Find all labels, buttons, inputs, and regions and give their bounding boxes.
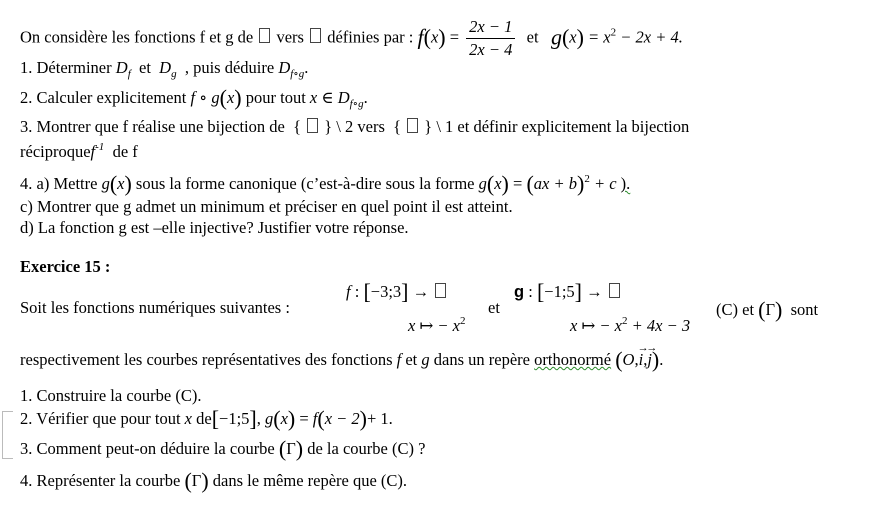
q1-text: 1. Déterminer (20, 58, 112, 77)
question-1: 1. Déterminer $D_f$ et $D_g$ , puis déduire $D_{f\circ g}$. (20, 58, 309, 80)
question-4d: d) La fonction g est –elle injective? Justifier votre réponse. (20, 218, 409, 237)
g-mapping: x ↦ − x (570, 316, 622, 335)
q2-text: 2. Calculer explicitement (20, 88, 187, 107)
g-symbol: g (264, 409, 274, 428)
f-symbol: f (90, 142, 96, 161)
domain-symbol: D (115, 58, 128, 77)
missing-glyph-icon (407, 118, 418, 133)
gamma-symbol: Γ (765, 300, 776, 319)
arrow: → (586, 282, 603, 301)
exponent: 2 (459, 315, 466, 327)
g-symbol: g (478, 174, 487, 193)
part-4: 4. Représenter la courbe (Γ) dans le même repère que (C). (20, 468, 408, 493)
curves-text: (C) et (Γ) sont (716, 297, 819, 322)
exponent: 2 (621, 315, 628, 327)
inverse-exponent: -1 (95, 141, 105, 153)
gamma-symbol: Γ (191, 471, 202, 490)
x-symbol: x (226, 88, 235, 107)
p4-text: 4. Représenter la courbe (20, 471, 181, 490)
f-fraction (466, 17, 515, 60)
g-symbol: g (550, 24, 562, 50)
g-expression-a: = x (588, 27, 611, 47)
question-3-cont (20, 137, 138, 162)
respectively-line: respectivement les courbes représentatives des fonctions f et g dans un repère orthonormé (O,→ i,→ j). (20, 350, 663, 370)
orthonorme-text: orthonormé (534, 350, 612, 369)
missing-glyph-icon (435, 283, 446, 298)
p4-text-b: dans le même repère que (C). (212, 471, 408, 490)
p3-text: 3. Comment peut-on déduire la courbe (20, 439, 275, 458)
vector-i: → i (639, 350, 644, 370)
g-symbol: g (514, 283, 525, 301)
x-symbol: x (569, 27, 577, 47)
close-paren-text: ). (620, 174, 631, 193)
q2-text-c: pour tout (245, 88, 306, 107)
g-definition: g : [−1;5] → x ↦ − $x^2 + 4x - 3$ (514, 279, 691, 335)
vers-text: vers (276, 27, 304, 47)
intro-line: On considère les fonctions f et g de vers définies par : f(x) = $\frac{2x - 1}{2x - 4}$ et $g(x) = x^2 - 2x + 4$. (20, 17, 683, 59)
resp-text-b: dans un repère (433, 350, 530, 369)
q1-text-b: , puis déduire (184, 58, 275, 77)
missing-glyph-icon (609, 283, 620, 298)
g-symbol: g (101, 174, 110, 193)
q3b-text: réciproque (20, 142, 91, 161)
de-text: de (196, 409, 212, 428)
subscript-fog: f∘g (349, 98, 364, 110)
f-symbol: f (312, 409, 318, 428)
p2-tail: + 1. (367, 409, 393, 428)
subscript-g: g (171, 68, 177, 80)
question-4a: 4. a) Mettre g(x) sous la forme canonique (c’est-à-dire sous la forme g(x) = (ax + b)$^2$ + c ). (20, 171, 631, 196)
question-4c: c) Montrer que g admet un minimum et préciser en quel point il est atteint. (20, 197, 513, 216)
gamma-symbol: Γ (286, 439, 296, 458)
missing-glyph-icon (307, 118, 318, 133)
curve-c: (C) et (716, 300, 755, 319)
exponent: 2 (584, 173, 590, 185)
missing-glyph-icon (310, 28, 321, 43)
f-mapping: x ↦ − x (408, 316, 460, 335)
f-definition: f : [−3;3] → x ↦ − $x^2$ (346, 279, 466, 335)
g-mapping-rest: + 4x − 3 (631, 316, 691, 335)
f-symbol: f (417, 24, 424, 50)
g-expression-b: − 2x + 4. (620, 27, 683, 47)
shift-expr: x − 2 (324, 409, 360, 428)
x-symbol: x (184, 409, 192, 428)
q3b-text-b: de f (112, 142, 138, 161)
fraction-numerator: 2x − 1 (466, 17, 515, 39)
p3-text-b: de la courbe (C) ? (307, 439, 426, 458)
domain-symbol: D (159, 58, 172, 77)
exponent: 2 (610, 26, 617, 39)
interval: −1;5 (219, 409, 250, 428)
equals: = (513, 174, 527, 193)
g-symbol: g (421, 350, 430, 369)
f-domain: −3;3 (370, 282, 402, 301)
q2-domain: x ∈ D (309, 88, 350, 107)
part-3: 3. Comment peut-on déduire la courbe (Γ) de la courbe (C) ? (20, 436, 426, 461)
part-1: 1. Construire la courbe (C). (20, 386, 202, 405)
canonical-term: ax + b (533, 174, 577, 193)
subscript-f: f (127, 68, 131, 80)
et-text: et (526, 27, 539, 47)
et-text: et (139, 58, 151, 77)
x-symbol: x (117, 174, 125, 193)
origin-symbol: O (622, 350, 635, 369)
f-symbol: f (396, 350, 402, 369)
q3-text: 3. Montrer que f réalise une bijection de (20, 117, 285, 136)
definies-text: définies par : (327, 27, 414, 47)
missing-glyph-icon (259, 28, 270, 43)
arrow: → (412, 282, 430, 301)
q4a-text: 4. a) Mettre (20, 174, 98, 193)
q3-text-c: \ 1 et définir explicitement la bijection (436, 117, 690, 136)
vector-j: → j (647, 350, 652, 370)
question-2: 2. Calculer explicitement f ∘ g(x) pour tout x ∈ $D_{f\circ g}$. (20, 85, 368, 110)
x-symbol: x (494, 174, 502, 193)
composition-symbol: f ∘ g (190, 88, 220, 107)
resp-text: respectivement les courbes représentatives des fonctions (20, 350, 393, 369)
x-symbol: x (430, 27, 439, 47)
intro-text: On considère les fonctions f et g de (20, 27, 254, 47)
x-symbol: x (280, 409, 288, 428)
et-middle: et (488, 298, 500, 317)
canonical-c: + c (593, 174, 617, 193)
question-3: 3. Montrer que f réalise une bijection de { } \ 2 vers { } \ 1 et définir explicitement la bijection (20, 117, 690, 136)
p2-text: 2. Vérifier que pour tout (20, 409, 181, 428)
sont-text: sont (790, 300, 819, 319)
exercise-heading: Exercice 15 : (20, 257, 111, 276)
et-text: et (405, 350, 418, 369)
fraction-denominator: 2x − 4 (469, 40, 513, 59)
soit-text: Soit les fonctions numériques suivantes : (20, 298, 290, 317)
domain-symbol: D (278, 58, 291, 77)
f-symbol: f (346, 282, 351, 301)
q3-text-b: \ 2 vers (336, 117, 385, 136)
margin-marker (2, 411, 13, 459)
subscript-fog: f∘g (290, 68, 305, 80)
part-2: 2. Vérifier que pour tout x de[−1;5], g(x) = f(x − 2)+ 1. (20, 406, 393, 431)
q4a-text-b: sous la forme canonique (c’est-à-dire sous la forme (135, 174, 475, 193)
g-domain: −1;5 (544, 282, 575, 301)
